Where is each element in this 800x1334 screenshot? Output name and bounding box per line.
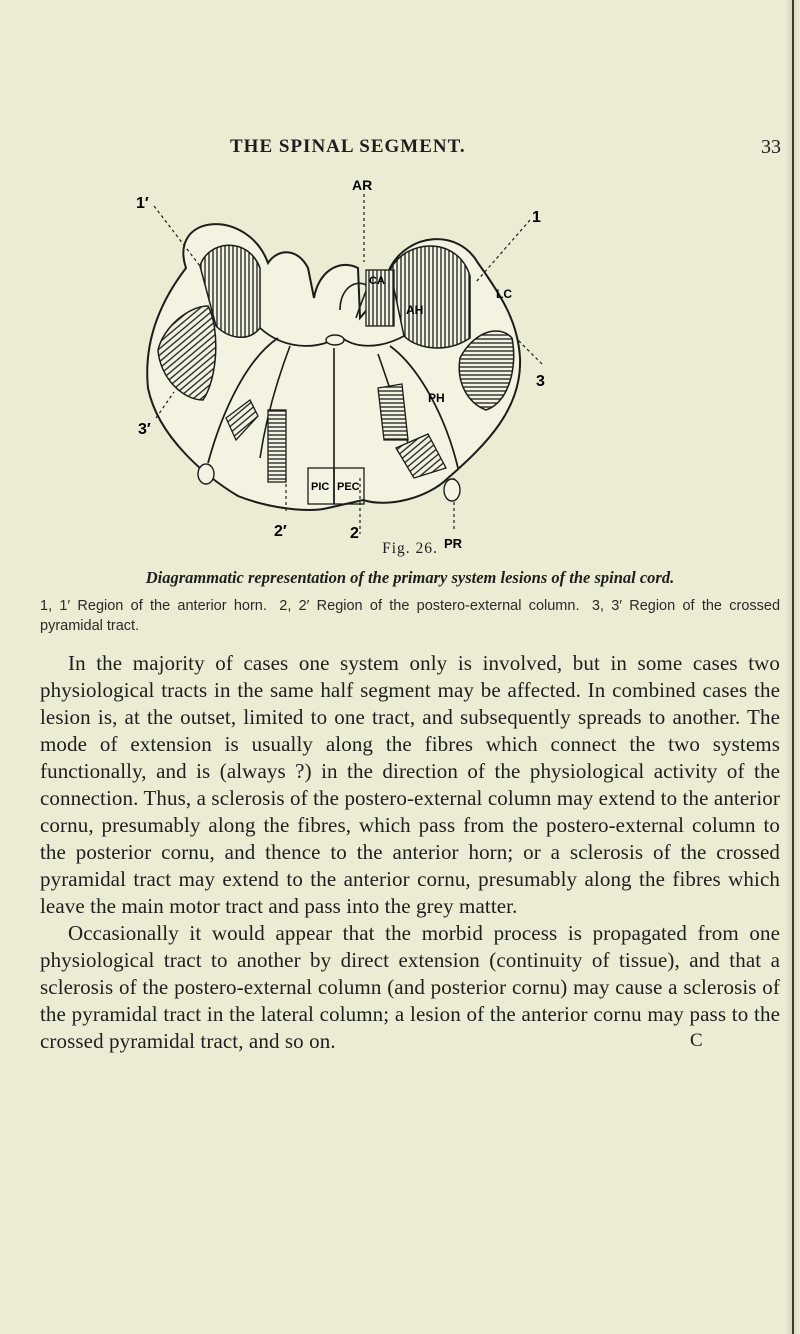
label-lc: LC: [496, 287, 512, 301]
running-title: THE SPINAL SEGMENT.: [230, 136, 466, 157]
central-canal: [326, 335, 344, 345]
figure-caption: [40, 540, 780, 636]
figure-subtitle: Diagrammatic representation of the primary system lesions of the spinal cord.: [145, 568, 675, 587]
posterior-root-ganglion: [444, 479, 460, 501]
paragraph-1: In the majority of cases one system only is involved, but in some cases two physiological tracts in the same half segment may be affected. In combined cases the lesion is, at the outset, limited to one tract, and subsequently spreads to another. The mode of extension is usually along the fibres which connect the two systems functionally, and is (always ?) in the direction of the physiological activity of the connection. Thus, a sclerosis of the postero-external column may extend to the anterior cornu, presumably along the fibres, which pass from the postero-external column to the posterior cornu, and thence to the anterior horn; or a sclerosis of the crossed pyramidal tract may extend to the anterior cornu, presumably along the fibres which leave the main motor tract and pass into the grey matter.: [40, 651, 780, 918]
label-two-prime: 2′: [274, 523, 287, 540]
label-pr: PR: [444, 536, 463, 551]
label-ar: AR: [352, 178, 373, 193]
left-posterior-root-ganglion: [198, 464, 214, 484]
label-two: 2: [350, 525, 359, 542]
label-three: 3: [536, 373, 545, 390]
label-three-prime: 3′: [138, 421, 151, 438]
signature-mark: C: [690, 1030, 703, 1051]
spinal-cord-diagram: [128, 178, 574, 558]
label-pic: PIC: [311, 481, 330, 493]
label-ca: CA: [369, 275, 385, 287]
figure-legend: [40, 596, 780, 636]
page-number: 33: [761, 136, 781, 158]
spinal-cord-diagram-svg: [128, 178, 574, 558]
running-head: [40, 136, 800, 162]
postero-external-column-right: [378, 384, 408, 440]
postero-external-column-left: [268, 410, 286, 482]
label-one-prime: 1′: [136, 195, 149, 212]
label-ah: AH: [406, 303, 424, 317]
legend-entry-anterior-horn: 1, 1′ Region of the anterior horn.: [40, 598, 267, 614]
legend-entry-postero-external-column: 2, 2′ Region of the postero-external column.: [279, 598, 580, 614]
body-text: [40, 650, 780, 1055]
paragraph-2: Occasionally it would appear that the morbid process is propagated from one physiological tract to another by direct extension (continuity of tissue), and that a sclerosis of the postero-external column (and posterior cornu) may cause a sclerosis of the pyramidal tract in the lateral column; a lesion of the anterior cornu may pass to the crossed pyramidal tract, and so on.: [40, 921, 780, 1053]
legend-entry-crossed-pyramidal-tract: 3, 3′ Region of the crossed pyramidal tract.: [40, 598, 781, 634]
figure-number: Fig. 26.: [382, 540, 438, 557]
three-pointer: [518, 340, 542, 364]
label-ph: PH: [428, 391, 445, 405]
page-edge: [786, 0, 800, 1334]
label-pec: PEC: [337, 481, 360, 493]
label-one: 1: [532, 209, 541, 226]
